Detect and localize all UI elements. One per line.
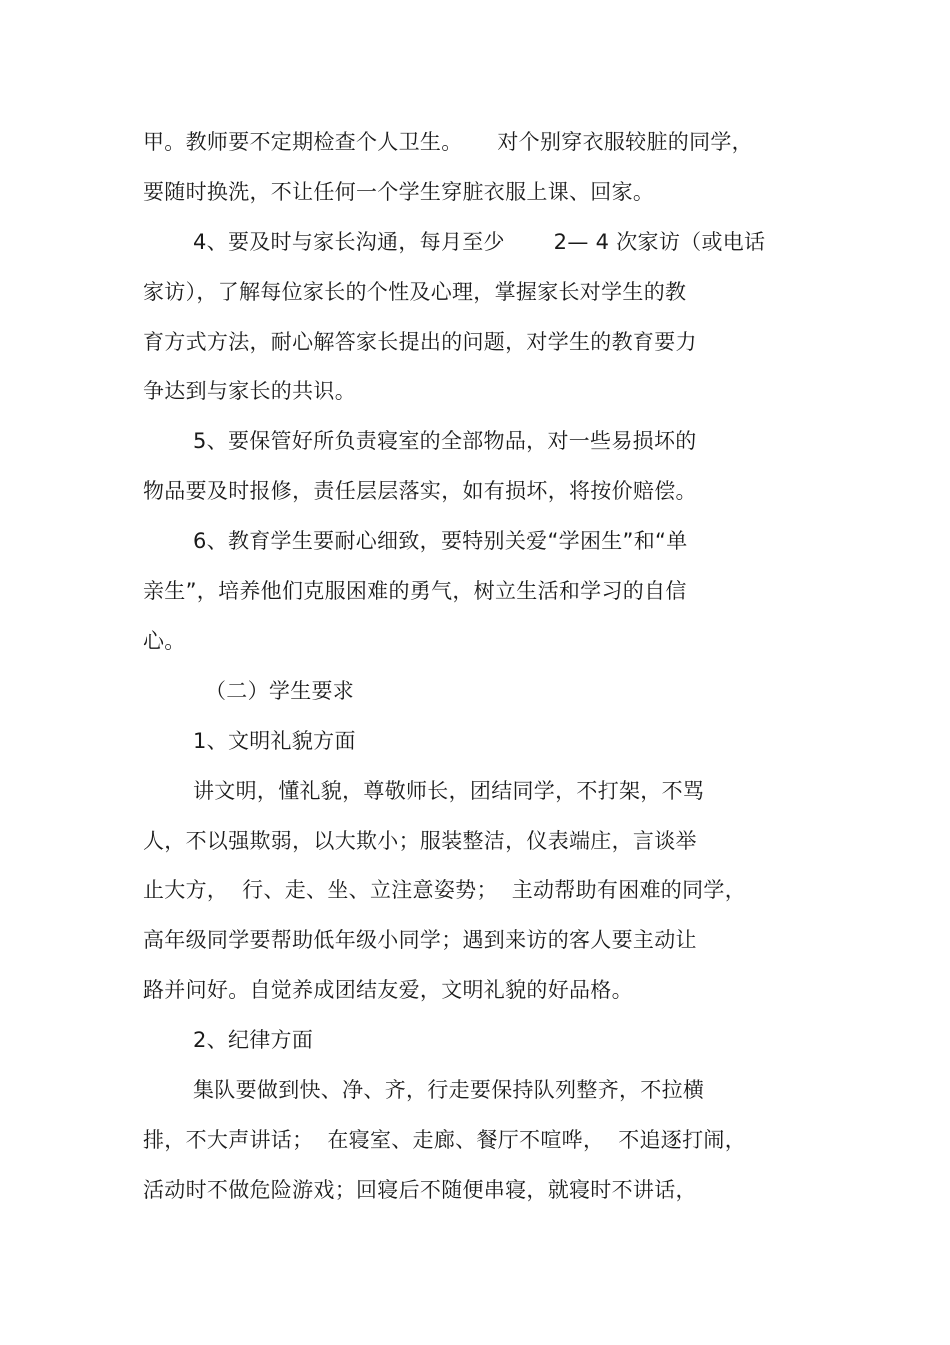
text-line: 路并问好。自觉养成团结友爱，文明礼貌的好品格。 bbox=[143, 978, 633, 1002]
text-line: 要随时换洗，不让任何一个学生穿脏衣服上课、回家。 bbox=[143, 180, 655, 204]
text-line: 争达到与家长的共识。 bbox=[143, 379, 356, 403]
text-line: 甲。教师要不定期检查个人卫生。 对个别穿衣服较脏的同学， bbox=[143, 130, 753, 154]
text-line: 家访），了解每位家长的个性及心理，掌握家长对学生的教 bbox=[143, 280, 687, 304]
text-line: 活动时不做危险游戏；回寝后不随便串寝，就寝时不讲话， bbox=[143, 1178, 697, 1202]
text-line: 5、要保管好所负责寝室的全部物品，对一些易损坏的 bbox=[193, 429, 697, 453]
subsection-heading: 2、纪律方面 bbox=[193, 1028, 314, 1052]
text-line: 止大方， 行、走、坐、立注意姿势； 主动帮助有困难的同学， bbox=[143, 878, 746, 902]
text-line: 集队要做到快、净、齐，行走要保持队列整齐，不拉横 bbox=[193, 1078, 705, 1102]
section-heading: （二）学生要求 bbox=[205, 679, 355, 703]
text-line: 排，不大声讲话； 在寝室、走廊、餐厅不喧哗， 不追逐打闹， bbox=[143, 1128, 746, 1152]
text-line: 6、教育学生要耐心细致，要特别关爱“学困生”和“单 bbox=[193, 529, 688, 553]
text-line: 讲文明，懂礼貌，尊敬师长，团结同学，不打架，不骂 bbox=[193, 779, 705, 803]
text-line: 心。 bbox=[143, 629, 186, 653]
text-line: 亲生”，培养他们克服困难的勇气，树立生活和学习的自信 bbox=[143, 579, 687, 603]
subsection-heading: 1、文明礼貌方面 bbox=[193, 729, 356, 753]
text-line: 4、要及时与家长沟通，每月至少 2— 4 次家访（或电话 bbox=[193, 230, 766, 254]
text-line: 物品要及时报修，责任层层落实，如有损坏，将按价赔偿。 bbox=[143, 479, 697, 503]
text-line: 高年级同学要帮助低年级小同学；遇到来访的客人要主动让 bbox=[143, 928, 697, 952]
text-line: 人，不以强欺弱，以大欺小；服装整洁，仪表端庄，言谈举 bbox=[143, 829, 697, 853]
text-line: 育方式方法，耐心解答家长提出的问题，对学生的教育要力 bbox=[143, 330, 697, 354]
